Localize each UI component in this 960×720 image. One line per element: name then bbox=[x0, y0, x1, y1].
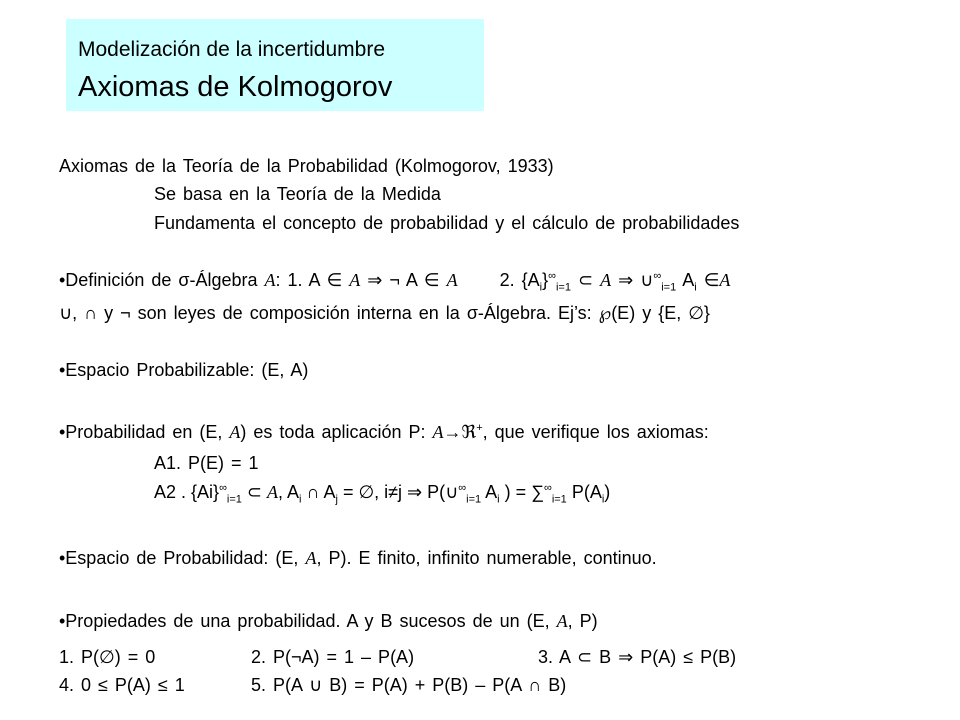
axiom-a2-cond: , A bbox=[278, 482, 300, 502]
axiom-a2-sum: ) = ∑ bbox=[504, 482, 544, 502]
subscript: i bbox=[694, 281, 697, 294]
sigma-symbol: A bbox=[267, 482, 279, 502]
subscript: i bbox=[539, 281, 543, 294]
superscript: ∞ bbox=[458, 482, 467, 494]
element-symbol: ∈ bbox=[703, 270, 720, 290]
intro-line: Axiomas de la Teoría de la Probabilidad (Kolmogorov, 1933) bbox=[59, 156, 554, 176]
properties-start: •Propiedades de una probabilidad. A y B sucesos de un (E, bbox=[59, 611, 550, 631]
set-a: A bbox=[682, 270, 695, 290]
subscript: i=1 bbox=[226, 493, 242, 506]
properties-heading bbox=[59, 610, 598, 632]
brace: } bbox=[542, 270, 549, 290]
property-5: 5. P(A ∪ B) = P(A) + P(B) – P(A ∩ B) bbox=[251, 675, 567, 695]
sigma-symbol: A bbox=[229, 422, 241, 442]
probability-definition bbox=[59, 421, 709, 443]
slide-subtitle: Modelización de la incertidumbre bbox=[78, 38, 385, 61]
axiom-a2-close: ) bbox=[604, 482, 611, 502]
sigma-symbol: A bbox=[556, 611, 568, 631]
subscript: i=1 bbox=[661, 281, 677, 294]
subset-symbol: ⊂ bbox=[246, 482, 263, 502]
property-2: 2. P(¬A) = 1 – P(A) bbox=[251, 647, 415, 667]
title-box bbox=[66, 19, 484, 111]
prob-def-start: •Probabilidad en (E, bbox=[59, 422, 223, 442]
prob-def-end: , que verifique los axiomas: bbox=[482, 422, 709, 442]
superscript: ∞ bbox=[543, 482, 552, 494]
sigma-item2: 2. {A bbox=[499, 270, 540, 290]
sigma-symbol: A bbox=[305, 548, 317, 568]
subscript: i=1 bbox=[555, 281, 571, 294]
superscript: + bbox=[476, 422, 483, 434]
subscript: i bbox=[299, 493, 302, 506]
sigma-symbol: A bbox=[600, 270, 612, 290]
properties-end: , P) bbox=[567, 611, 598, 631]
prob-space-start: •Espacio de Probabilidad: (E, bbox=[59, 548, 299, 568]
subscript: i bbox=[601, 493, 605, 506]
prob-def-mid: ) es toda aplicación P: bbox=[240, 422, 426, 442]
sigma-symbol: A bbox=[432, 422, 444, 442]
axiom-a2-ai: A bbox=[485, 482, 498, 502]
sigma-definition bbox=[59, 269, 731, 294]
sigma-symbol: A bbox=[446, 270, 458, 290]
superscript: ∞ bbox=[219, 482, 227, 494]
axiom-a2 bbox=[154, 481, 611, 506]
slide-heading: Axiomas de Kolmogorov bbox=[78, 71, 393, 103]
subscript: i bbox=[497, 493, 500, 506]
subscript: j bbox=[335, 493, 338, 506]
sigma-label: •Definición de σ-Álgebra bbox=[59, 270, 258, 290]
basis-line: Se basa en la Teoría de la Medida bbox=[154, 184, 441, 204]
foundation-line: Fundamenta el concepto de probabilidad y el cálculo de probabilidades bbox=[154, 213, 740, 233]
union-implication: ⇒ ∪ bbox=[618, 270, 654, 290]
property-4: 4. 0 ≤ P(A) ≤ 1 bbox=[59, 675, 185, 695]
sigma-symbol: A bbox=[264, 270, 276, 290]
superscript: ∞ bbox=[548, 270, 556, 282]
property-1: 1. P(∅) = 0 bbox=[59, 647, 156, 667]
superscript: ∞ bbox=[653, 270, 662, 282]
sigma-colon: : 1. A ∈ bbox=[275, 270, 343, 290]
sigma-symbol: A bbox=[349, 270, 361, 290]
subscript: i=1 bbox=[551, 493, 567, 506]
property-3: 3. A ⊂ B ⇒ P(A) ≤ P(B) bbox=[538, 647, 737, 667]
axiom-a2-pai: P(A bbox=[571, 482, 602, 502]
sigma-symbol: A bbox=[719, 270, 731, 290]
axiom-a2-start: A2 . {Ai} bbox=[154, 482, 220, 502]
probabilizable-line: •Espacio Probabilizable: (E, A) bbox=[59, 360, 309, 380]
prob-def-arrow: →ℜ bbox=[443, 422, 477, 442]
subset-symbol: ⊂ bbox=[577, 270, 594, 290]
probability-space bbox=[59, 547, 657, 569]
laws-line: ∪, ∩ y ¬ son leyes de composición interna en la σ-Álgebra. Ej’s: ℘(E) y {E, ∅} bbox=[59, 303, 710, 323]
sigma-implication: ⇒ ¬ A ∈ bbox=[367, 270, 440, 290]
axiom-a2-cap: ∩ A bbox=[306, 482, 336, 502]
axiom-a2-eq: = ∅, i≠j ⇒ P(∪ bbox=[342, 482, 459, 502]
prob-space-end: , P). E finito, infinito numerable, continuo. bbox=[316, 548, 657, 568]
axiom-a1: A1. P(E) = 1 bbox=[154, 453, 259, 473]
subscript: i=1 bbox=[466, 493, 482, 506]
